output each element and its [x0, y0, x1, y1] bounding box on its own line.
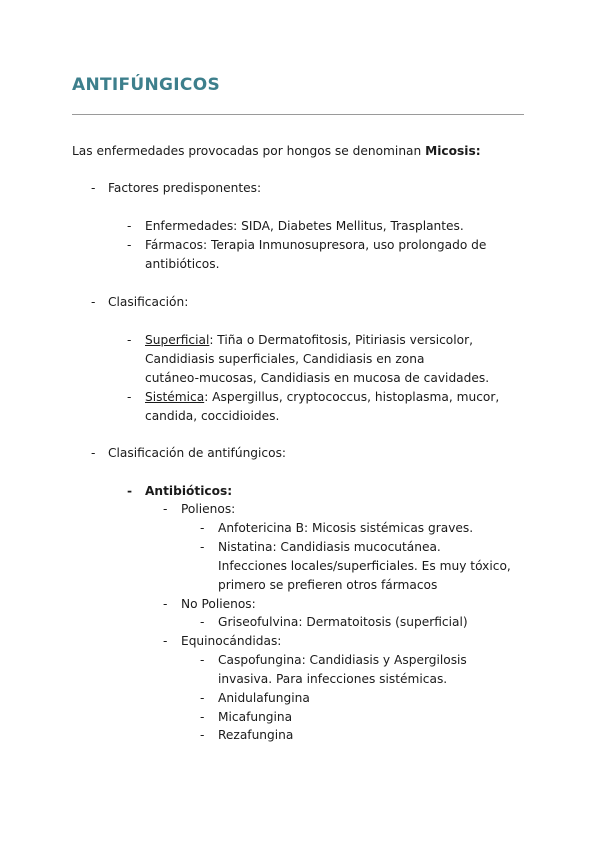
list-item: Fármacos: Terapia Inmunosupresora, uso prolongado de	[145, 238, 487, 252]
bullet-dash: -	[127, 390, 132, 404]
list-item: Griseofulvina: Dermatoitosis (superficial)	[218, 615, 468, 629]
bullet-dash: -	[127, 219, 132, 233]
sistemica-text-continued: candida, coccidioides.	[145, 409, 280, 423]
equinocandinas-heading: Equinocándidas:	[181, 634, 282, 648]
antifungicos-heading: Clasificación de antifúngicos:	[108, 446, 287, 460]
bullet-dash: -	[91, 181, 96, 195]
intro-text: Las enfermedades provocadas por hongos se denominan	[72, 144, 426, 158]
bullet-dash: -	[200, 710, 205, 724]
predisponentes-heading: Factores predisponentes:	[108, 181, 262, 195]
list-item: Caspofungina: Candidiasis y Aspergilosis	[218, 653, 467, 667]
bullet-dash: -	[127, 238, 132, 252]
superficial-term: Superficial	[145, 333, 210, 347]
intro-paragraph	[72, 142, 481, 161]
bullet-dash: -	[127, 333, 132, 347]
sistemica-item	[145, 388, 499, 407]
bullet-dash: -	[200, 615, 205, 629]
bullet-dash: -	[127, 484, 133, 498]
superficial-text: : Tiña o Dermatofitosis, Pitiriasis versicolor,	[209, 333, 473, 347]
bullet-dash: -	[91, 446, 96, 460]
bullet-dash: -	[200, 540, 205, 554]
no-polienos-heading: No Polienos:	[181, 597, 256, 611]
list-item-continued: antibióticos.	[145, 257, 220, 271]
bullet-dash: -	[200, 691, 205, 705]
bullet-dash: -	[91, 295, 96, 309]
list-item: Anidulafungina	[218, 691, 310, 705]
polienos-heading: Polienos:	[181, 502, 236, 516]
superficial-item	[145, 331, 473, 350]
list-item: Enfermedades: SIDA, Diabetes Mellitus, Trasplantes.	[145, 219, 464, 233]
bullet-dash: -	[163, 597, 168, 611]
title-divider	[72, 114, 524, 115]
bullet-dash: -	[163, 634, 168, 648]
antibioticos-heading: Antibióticos:	[145, 484, 233, 498]
list-item: Anfotericina B: Micosis sistémicas graves.	[218, 521, 474, 535]
bullet-dash: -	[163, 502, 168, 516]
list-item-continued: primero se prefieren otros fármacos	[218, 578, 438, 592]
intro-term-micosis: Micosis:	[425, 144, 481, 158]
bullet-dash: -	[200, 521, 205, 535]
sistemica-text: : Aspergillus, cryptococcus, histoplasma, mucor,	[204, 390, 500, 404]
list-item: Nistatina: Candidiasis mucocutánea.	[218, 540, 441, 554]
list-item: Rezafungina	[218, 728, 294, 742]
sistemica-term: Sistémica	[145, 390, 205, 404]
superficial-text-continued: cutáneo-mucosas, Candidiasis en mucosa de cavidades.	[145, 371, 490, 385]
list-item-continued: invasiva. Para infecciones sistémicas.	[218, 672, 448, 686]
page-title: ANTIFÚNGICOS	[72, 75, 221, 95]
list-item-continued: Infecciones locales/superficiales. Es muy tóxico,	[218, 559, 511, 573]
bullet-dash: -	[200, 653, 205, 667]
superficial-text-continued: Candidiasis superficiales, Candidiasis en zona	[145, 352, 425, 366]
bullet-dash: -	[200, 728, 205, 742]
list-item: Micafungina	[218, 710, 293, 724]
clasificacion-heading: Clasificación:	[108, 295, 189, 309]
